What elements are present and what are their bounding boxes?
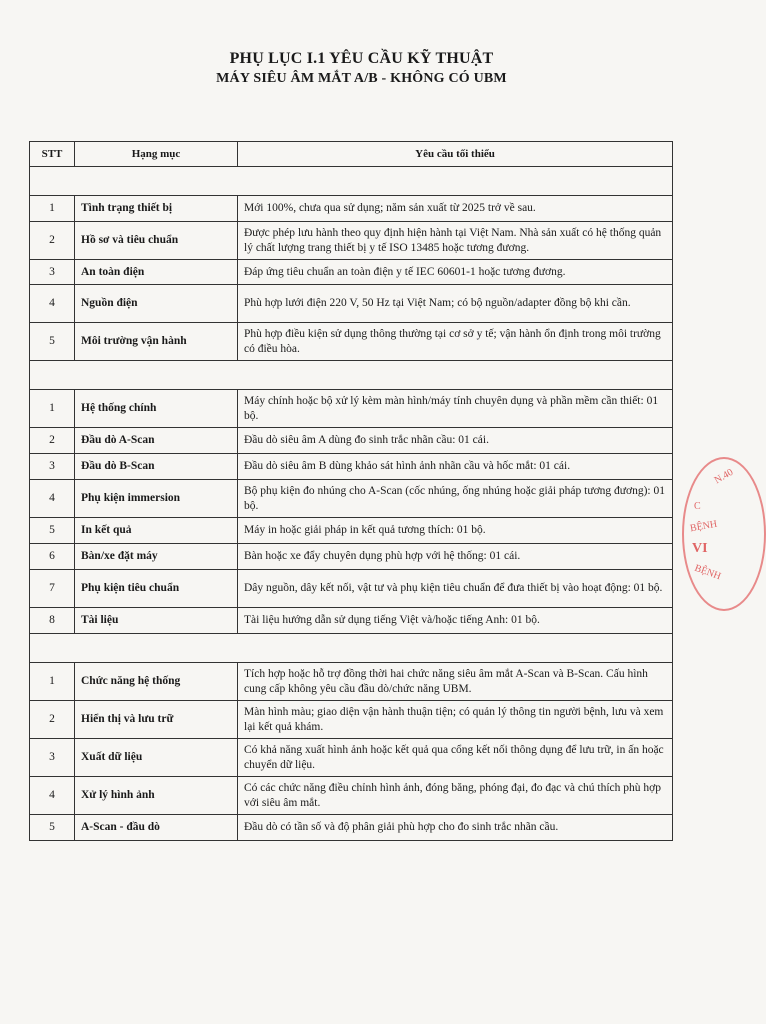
row-stt: 4	[30, 285, 75, 323]
row-requirement: Tích hợp hoặc hỗ trợ đồng thời hai chức năng siêu âm mắt A-Scan và B-Scan. Cấu hình cung cấp không yêu cầu đầu dò/chức năng UBM.	[238, 663, 673, 701]
row-stt: 4	[30, 480, 75, 518]
row-requirement: Bộ phụ kiện đo nhúng cho A-Scan (cốc nhúng, ống nhúng hoặc giải pháp tương đương): 01 bộ.	[238, 480, 673, 518]
row-item: Chức năng hệ thống	[75, 663, 238, 701]
row-stt: 7	[30, 570, 75, 608]
table-row	[30, 480, 673, 518]
table-row	[30, 323, 673, 361]
row-item: Đầu dò B-Scan	[75, 454, 238, 480]
row-requirement: Đầu dò siêu âm B dùng khảo sát hình ảnh nhãn cầu và hốc mắt: 01 cái.	[238, 454, 673, 480]
table-row	[30, 608, 673, 634]
row-stt: 5	[30, 815, 75, 841]
row-item: Môi trường vận hành	[75, 323, 238, 361]
row-requirement: Tài liệu hướng dẫn sử dụng tiếng Việt và/hoặc tiếng Anh: 01 bộ.	[238, 608, 673, 634]
row-item: An toàn điện	[75, 260, 238, 285]
row-stt: 6	[30, 544, 75, 570]
table-row	[30, 196, 673, 222]
row-item: Xuất dữ liệu	[75, 739, 238, 777]
row-stt: 1	[30, 663, 75, 701]
row-stt: 3	[30, 260, 75, 285]
table-row	[30, 285, 673, 323]
row-stt: 5	[30, 323, 75, 361]
row-requirement: Máy in hoặc giải pháp in kết quả tương thích: 01 bộ.	[238, 518, 673, 544]
row-item: Nguồn điện	[75, 285, 238, 323]
table-row	[30, 222, 673, 260]
table-row	[30, 701, 673, 739]
table-row	[30, 390, 673, 428]
row-stt: 1	[30, 390, 75, 428]
header-item: Hạng mục	[75, 142, 238, 167]
table-row	[30, 777, 673, 815]
table-row	[30, 518, 673, 544]
row-requirement: Có khả năng xuất hình ảnh hoặc kết quả qua cổng kết nối thông dụng để lưu trữ, in ấn hoặc chuyển dữ liệu.	[238, 739, 673, 777]
row-item: A-Scan - đầu dò	[75, 815, 238, 841]
table-row	[30, 428, 673, 454]
row-item: Hiển thị và lưu trữ	[75, 701, 238, 739]
row-stt: 1	[30, 196, 75, 222]
row-stt: 2	[30, 222, 75, 260]
table-header-row	[30, 142, 673, 167]
row-item: Phụ kiện tiêu chuẩn	[75, 570, 238, 608]
document-subtitle: MÁY SIÊU ÂM MẮT A/B - KHÔNG CÓ UBM	[216, 71, 507, 86]
section-separator-row	[30, 634, 673, 663]
row-stt: 8	[30, 608, 75, 634]
row-requirement: Đáp ứng tiêu chuẩn an toàn điện y tế IEC 60601-1 hoặc tương đương.	[238, 260, 673, 285]
row-item: Phụ kiện immersion	[75, 480, 238, 518]
document-title: PHỤ LỤC I.1 YÊU CẦU KỸ THUẬT	[229, 50, 494, 67]
row-item: Tài liệu	[75, 608, 238, 634]
row-requirement: Màn hình màu; giao diện vận hành thuận tiện; có quản lý thông tin người bệnh, lưu và xem lại kết quả khám.	[238, 701, 673, 739]
row-item: In kết quả	[75, 518, 238, 544]
table-row	[30, 570, 673, 608]
row-item: Bàn/xe đặt máy	[75, 544, 238, 570]
row-stt: 3	[30, 739, 75, 777]
requirements-table	[29, 141, 673, 841]
section-separator-row	[30, 167, 673, 196]
row-requirement: Dây nguồn, dây kết nối, vật tư và phụ kiện tiêu chuẩn để đưa thiết bị vào hoạt động: 01 bộ.	[238, 570, 673, 608]
row-requirement: Bàn hoặc xe đẩy chuyên dụng phù hợp với hệ thống: 01 cái.	[238, 544, 673, 570]
section-separator-cell	[30, 167, 673, 196]
row-stt: 4	[30, 777, 75, 815]
row-requirement: Có các chức năng điều chỉnh hình ảnh, đóng băng, phóng đại, đo đạc và chú thích phù hợp với siêu âm mắt.	[238, 777, 673, 815]
header-stt: STT	[30, 142, 75, 167]
row-requirement: Mới 100%, chưa qua sử dụng; năm sản xuất từ 2025 trở về sau.	[238, 196, 673, 222]
section-separator-cell	[30, 634, 673, 663]
table-body	[30, 167, 673, 841]
table-row	[30, 260, 673, 285]
table-row	[30, 739, 673, 777]
section-separator-row	[30, 361, 673, 390]
table-row	[30, 544, 673, 570]
row-stt: 2	[30, 701, 75, 739]
row-item: Xử lý hình ảnh	[75, 777, 238, 815]
row-item: Hồ sơ và tiêu chuẩn	[75, 222, 238, 260]
red-seal-stamp: N.40 C BỆNH VI BỆNH	[682, 457, 766, 611]
row-requirement: Đầu dò có tần số và độ phân giải phù hợp cho đo sinh trắc nhãn cầu.	[238, 815, 673, 841]
row-stt: 2	[30, 428, 75, 454]
row-stt: 3	[30, 454, 75, 480]
row-requirement: Phù hợp lưới điện 220 V, 50 Hz tại Việt Nam; có bộ nguồn/adapter đồng bộ khi cần.	[238, 285, 673, 323]
row-item: Tình trạng thiết bị	[75, 196, 238, 222]
table-row	[30, 815, 673, 841]
header-requirement: Yêu cầu tối thiểu	[238, 142, 673, 167]
table-row	[30, 454, 673, 480]
row-requirement: Máy chính hoặc bộ xử lý kèm màn hình/máy tính chuyên dụng và phần mềm cần thiết: 01 bộ.	[238, 390, 673, 428]
row-item: Đầu dò A-Scan	[75, 428, 238, 454]
row-item: Hệ thống chính	[75, 390, 238, 428]
row-requirement: Được phép lưu hành theo quy định hiện hành tại Việt Nam. Nhà sản xuất có hệ thống quản lý chất lượng trang thiết bị y tế ISO 13485 hoặc tương đương.	[238, 222, 673, 260]
section-separator-cell	[30, 361, 673, 390]
row-requirement: Phù hợp điều kiện sử dụng thông thường tại cơ sở y tế; vận hành ổn định trong môi trường có điều hòa.	[238, 323, 673, 361]
table-row	[30, 663, 673, 701]
row-stt: 5	[30, 518, 75, 544]
row-requirement: Đầu dò siêu âm A dùng đo sinh trắc nhãn cầu: 01 cái.	[238, 428, 673, 454]
